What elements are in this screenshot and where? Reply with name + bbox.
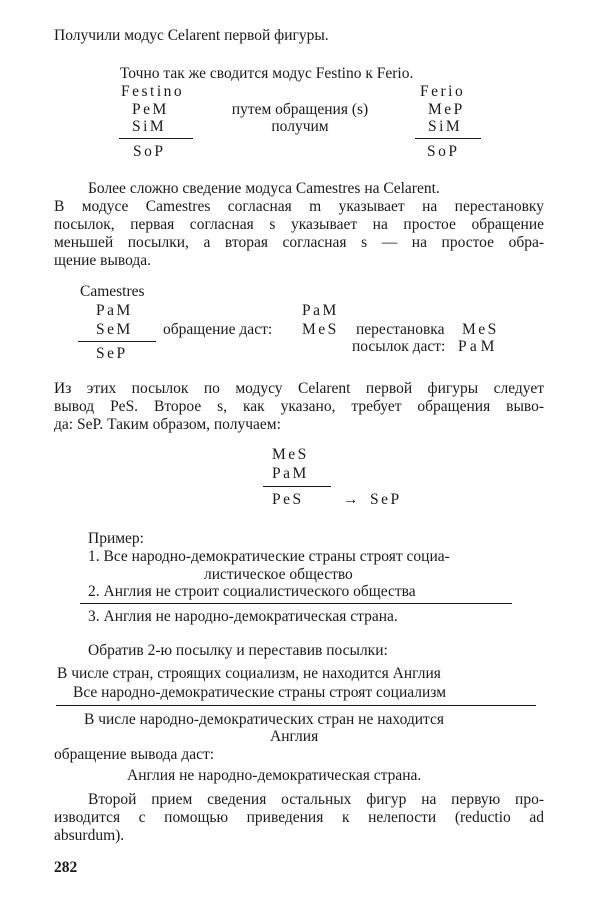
festino-middle-2: получим	[271, 118, 329, 135]
camestres-name: Camestres	[80, 283, 145, 300]
camestres-conversion-text: обращение даст:	[163, 321, 273, 338]
camestres-converted-mes: MeS	[302, 321, 339, 338]
camestres-para-line-3: посылок, первая согласная s указывает на простое обращение	[54, 216, 544, 233]
camestres-premises-text: посылок даст:	[352, 338, 446, 355]
conversion-of-conclusion: обращение вывода даст:	[54, 746, 215, 763]
celarent-para-line-2: вывод PeS. Второе s, как указано, требует обращения выво-	[54, 398, 544, 415]
festino-premise-1: PeM	[132, 101, 169, 118]
derived-premise-2: PaM	[272, 465, 309, 482]
example-rule	[80, 603, 512, 604]
camestres-premise-2: SeM	[96, 321, 133, 338]
festino-premise-2: SiM	[132, 118, 167, 135]
example-item-3: 3. Англия не народно-демократическая страна.	[88, 608, 398, 625]
converted-intro: Обратив 2-ю посылку и переставив посылки:	[88, 642, 388, 659]
example-item-1b: листическое общество	[204, 566, 353, 583]
converted-rule	[56, 705, 536, 706]
camestres-converted-pam: PaM	[302, 302, 339, 319]
converted-premise-1: В числе стран, строящих социализм, не находится Англия	[57, 665, 441, 682]
camestres-permuted-mes: MeS	[462, 321, 499, 338]
ferio-premise-2: SiM	[428, 118, 463, 135]
camestres-para-line-2: В модусе Camestres согласная m указывает на перестановку	[54, 198, 544, 215]
festino-name: Festino	[121, 83, 185, 100]
ferio-conclusion: SoP	[427, 143, 460, 160]
camestres-para-line-1: Более сложно сведение модуса Camestres на Celarent.	[88, 180, 440, 197]
camestres-permutation-text: перестановка	[356, 321, 445, 338]
derived-premise-1: MeS	[272, 446, 309, 463]
converted-conclusion-b: Англия	[270, 728, 319, 745]
ferio-rule	[415, 138, 481, 139]
celarent-para-line-1: Из этих посылок по модусу Celarent первой фигуры следует	[54, 380, 544, 397]
festino-middle-1: путем обращения (s)	[231, 101, 369, 118]
derived-conclusion: PeS	[272, 491, 304, 508]
ferio-premise-1: MeP	[428, 101, 465, 118]
camestres-para-line-4: меньшей посылки, а вторая согласная s — на простое обра-	[54, 234, 544, 251]
converted-premise-2: Все народно-демократические страны строят социализм	[73, 684, 447, 701]
page-number: 282	[54, 859, 78, 876]
ferio-name: Ferio	[420, 83, 466, 100]
camestres-premise-1: PaM	[96, 302, 133, 319]
example-item-2: 2. Англия не строит социалистического общества	[88, 583, 416, 600]
camestres-para-line-5: щение вывода.	[54, 252, 152, 269]
camestres-permuted-pam: P a M	[458, 338, 495, 355]
celarent-para-line-3: да: SeP. Таким образом, получаем:	[54, 416, 281, 433]
converted-conclusion-a: В числе народно-демократических стран не находится	[84, 711, 445, 728]
derived-rule	[263, 486, 331, 487]
last-para-line-3: absurdum).	[54, 827, 125, 844]
camestres-rule	[78, 341, 156, 342]
example-title: Пример:	[88, 530, 144, 547]
line-celarent: Получили модус Celarent первой фигуры.	[54, 27, 329, 44]
example-item-1a: 1. Все народно-демократические страны строят социа-	[88, 548, 450, 565]
derived-result: SeP	[370, 491, 402, 508]
last-para-line-1: Второй прием сведения остальных фигур на первую про-	[88, 791, 544, 808]
camestres-conclusion: SeP	[96, 345, 128, 362]
arrow-icon: →	[343, 491, 359, 508]
last-para-line-2: изводится с помощью приведения к нелепости (reductio ad	[54, 809, 544, 826]
final-conclusion: Англия не народно-демократическая страна.	[127, 767, 422, 784]
festino-conclusion: SoP	[133, 143, 166, 160]
festino-rule	[119, 138, 193, 139]
festino-intro: Точно так же сводится модус Festino к Ferio.	[120, 65, 414, 82]
